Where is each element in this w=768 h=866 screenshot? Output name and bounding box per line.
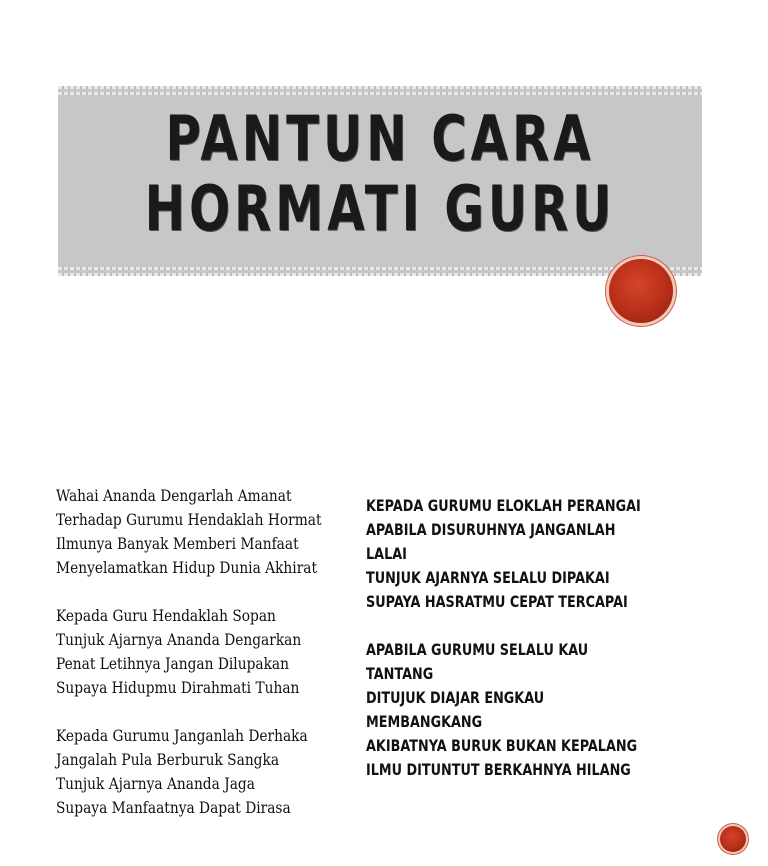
poem-line: Supaya Hidupmu Dirahmati Tuhan <box>56 678 300 697</box>
stanza <box>366 638 666 782</box>
band-border-bottom <box>58 273 702 276</box>
poem-line: AKIBATNYA BURUK BUKAN KEPALANG <box>366 736 638 755</box>
left-poem-column <box>56 484 356 844</box>
poem-line: APABILA DISURUHNYA JANGANLAH <box>366 520 616 539</box>
stanza <box>56 604 356 700</box>
stanza <box>56 724 356 820</box>
poem-line: Ilmunya Banyak Memberi Manfaat <box>56 534 299 553</box>
poem-line: Jangalah Pula Berburuk Sangka <box>56 750 280 769</box>
band-border-top-inner <box>58 92 702 95</box>
poem-line: Menyelamatkan Hidup Dunia Akhirat <box>56 558 318 577</box>
poem-line: TUNJUK AJARNYA SELALU DIPAKAI <box>366 568 610 587</box>
poem-line: SUPAYA HASRATMU CEPAT TERCAPAI <box>366 592 628 611</box>
decorative-circle-icon <box>609 259 673 323</box>
poem-line: KEPADA GURUMU ELOKLAH PERANGAI <box>366 496 641 515</box>
slide-title-line-2: HORMATI GURU <box>144 172 616 245</box>
band-border-bottom-inner <box>58 267 702 270</box>
poem-line: Tunjuk Ajarnya Ananda Dengarkan <box>56 630 302 649</box>
title-band <box>58 86 702 276</box>
poem-line: Tunjuk Ajarnya Ananda Jaga <box>56 774 255 793</box>
slide-title <box>129 104 631 244</box>
poem-line: DITUJUK DIAJAR ENGKAU <box>366 688 545 707</box>
decorative-circle-icon-small <box>720 826 746 852</box>
poem-line: APABILA GURUMU SELALU KAU <box>366 640 589 659</box>
poem-line: Kepada Gurumu Janganlah Derhaka <box>56 726 308 745</box>
stanza <box>366 494 666 614</box>
poem-line: LALAI <box>366 544 407 563</box>
poem-line: ILMU DITUNTUT BERKAHNYA HILANG <box>366 760 631 779</box>
slide-title-line-1: PANTUN CARA <box>165 102 595 175</box>
poem-line: TANTANG <box>366 664 434 683</box>
band-border-top <box>58 86 702 89</box>
right-poem-column <box>366 494 666 806</box>
poem-line: MEMBANGKANG <box>366 712 483 731</box>
poem-line: Kepada Guru Hendaklah Sopan <box>56 606 276 625</box>
stanza <box>56 484 356 580</box>
poem-line: Terhadap Gurumu Hendaklah Hormat <box>56 510 322 529</box>
poem-line: Penat Letihnya Jangan Dilupakan <box>56 654 289 673</box>
poem-line: Supaya Manfaatnya Dapat Dirasa <box>56 798 291 817</box>
poem-line: Wahai Ananda Dengarlah Amanat <box>56 486 292 505</box>
